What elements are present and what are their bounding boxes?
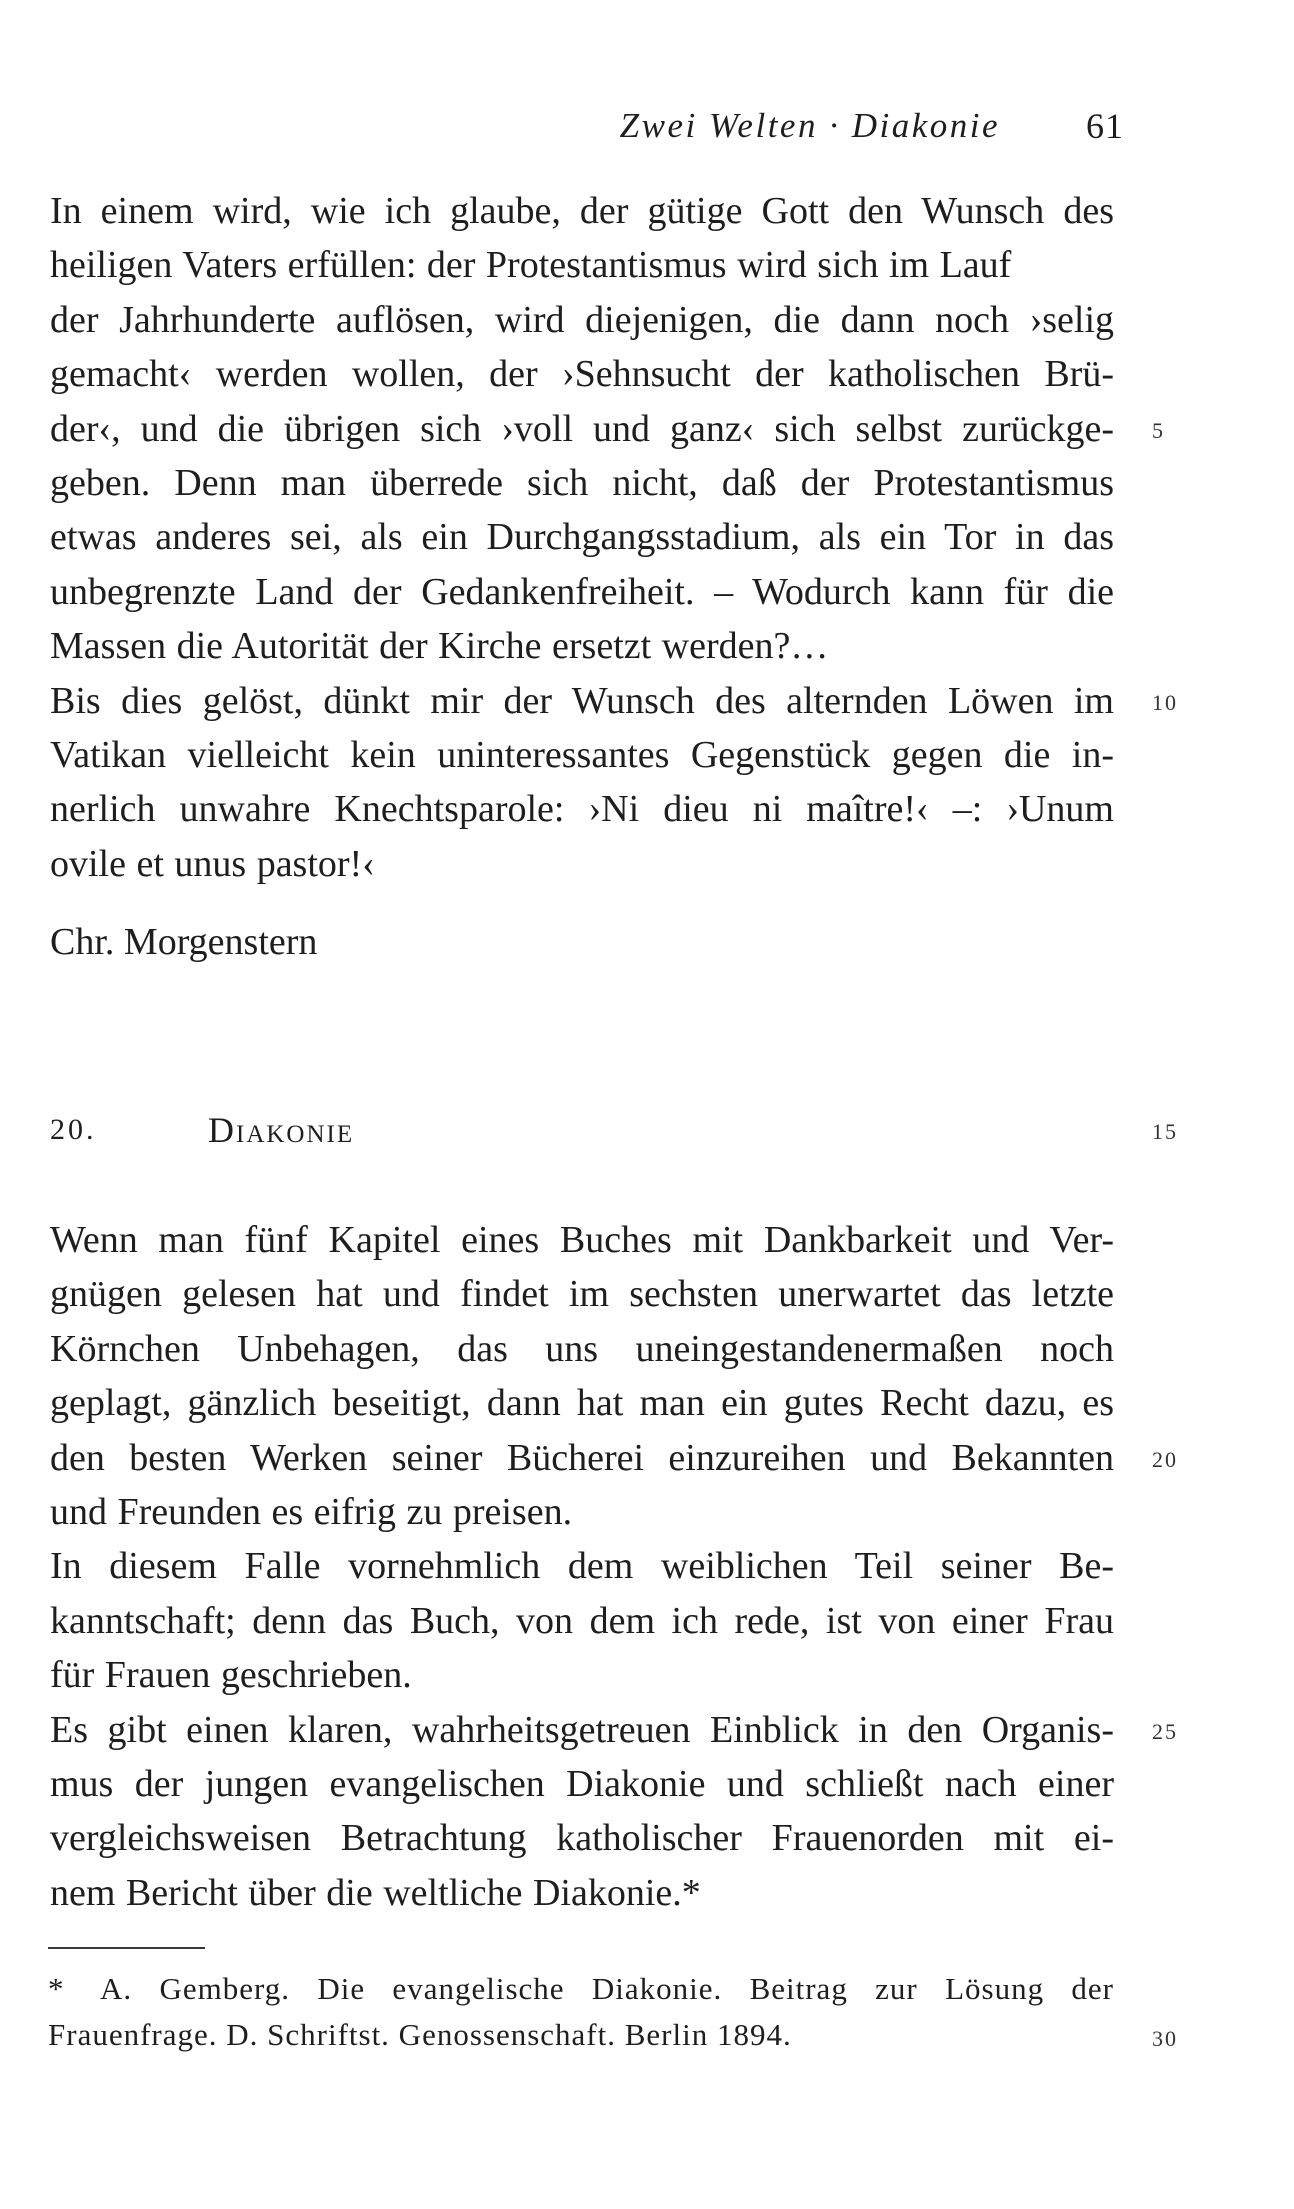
text-line <box>50 347 1114 401</box>
section-heading <box>0 1103 1294 1157</box>
text-line <box>50 1703 1178 1757</box>
footnote-text: Frauenfrage. D. Schriftst. Genossenschaft. Berlin 1894. <box>48 2017 792 2052</box>
line-text: In diesem Falle vornehmlich dem weiblichen Teil seiner Be- <box>50 1545 1114 1588</box>
footnote-rule <box>48 1947 205 1949</box>
line-text: geben. Denn man überrede sich nicht, daß der Protestantismus <box>50 461 1114 504</box>
line-text: der Jahrhunderte auflösen, wird diejenigen, die dann noch ›selig <box>50 298 1114 341</box>
line-number: 10 <box>1152 689 1178 715</box>
text-line <box>50 1539 1114 1593</box>
text-line <box>50 1267 1114 1321</box>
line-number: 20 <box>1152 1446 1178 1472</box>
running-head <box>0 104 1294 148</box>
text-line <box>50 293 1114 347</box>
text-line <box>50 184 1114 238</box>
running-title: Zwei Welten · Diakonie <box>619 106 1000 145</box>
line-text: mus der jungen evangelischen Diakonie und schließt nach einer <box>50 1762 1114 1805</box>
line-text: nerlich unwahre Knechtsparole: ›Ni dieu ni maître!‹ –: ›Unum <box>50 788 1114 831</box>
section-number: 20. <box>50 1113 97 1146</box>
line-number: 15 <box>1152 1119 1178 1144</box>
text-line <box>50 565 1114 619</box>
text-line <box>50 728 1114 782</box>
line-text: etwas anderes sei, als ein Durchgangsstadium, als ein Tor in das <box>50 516 1114 559</box>
signature: Chr. Morgenstern <box>50 921 318 963</box>
line-text: Körnchen Unbehagen, das uns uneingestandenermaßen noch <box>50 1327 1114 1370</box>
line-text: Massen die Autorität der Kirche ersetzt werden?… <box>50 625 829 668</box>
footnote-line <box>48 2012 1178 2058</box>
line-text: geplagt, gänzlich beseitigt, dann hat man ein gutes Recht dazu, es <box>50 1382 1114 1425</box>
text-line <box>50 1594 1114 1648</box>
line-number: 5 <box>1152 417 1165 443</box>
text-line <box>50 1431 1178 1485</box>
footnote-line <box>48 1966 1114 2012</box>
text-line <box>50 837 1114 891</box>
text-line <box>50 456 1114 510</box>
line-text: unbegrenzte Land der Gedankenfreiheit. – Wodurch kann für die <box>50 570 1114 613</box>
line-text: heiligen Vaters erfüllen: der Protestantismus wird sich im Lauf <box>50 244 1012 287</box>
text-line <box>50 674 1178 728</box>
footnote-text: A. Gemberg. Die evangelische Diakonie. Beitrag zur Lösung der <box>100 1971 1114 2006</box>
line-text: gemacht‹ werden wollen, der ›Sehnsucht der katholischen Brü- <box>50 353 1114 396</box>
line-number: 30 <box>1152 2026 1178 2051</box>
text-line <box>50 1376 1114 1430</box>
section-title: Diakonie <box>208 1110 355 1150</box>
line-text: der‹, und die übrigen sich ›voll und ganz‹ sich selbst zurückge- <box>50 407 1114 450</box>
text-line <box>50 1322 1114 1376</box>
line-text: nem Bericht über die weltliche Diakonie.* <box>50 1871 701 1914</box>
text-line <box>50 1757 1114 1811</box>
line-text: Vatikan vielleicht kein uninteressantes Gegenstück gegen die in- <box>50 733 1114 776</box>
text-line <box>50 1866 1114 1920</box>
letter-text-block <box>50 184 1178 891</box>
line-text: den besten Werken seiner Bücherei einzureihen und Bekannten <box>50 1436 1114 1479</box>
text-line <box>50 782 1114 836</box>
line-text: für Frauen geschrieben. <box>50 1654 412 1697</box>
text-line <box>50 619 1114 673</box>
line-text: Es gibt einen klaren, wahrheitsgetreuen Einblick in den Organis- <box>50 1708 1114 1751</box>
text-line <box>50 238 1114 292</box>
line-text: vergleichsweisen Betrachtung katholischer Frauenorden mit ei- <box>50 1817 1114 1860</box>
line-text: kanntschaft; denn das Buch, von dem ich rede, ist von einer Frau <box>50 1599 1114 1642</box>
review-text-block <box>50 1213 1178 1920</box>
line-text: Wenn man fünf Kapitel eines Buches mit Dankbarkeit und Ver- <box>50 1219 1114 1261</box>
text-line <box>50 1485 1114 1539</box>
text-line <box>50 1213 1114 1267</box>
footnote-marker: * <box>48 1971 65 2006</box>
text-line <box>50 1811 1114 1865</box>
line-text: In einem wird, wie ich glaube, der gütige Gott den Wunsch des <box>50 190 1114 232</box>
page-number: 61 <box>1086 106 1124 146</box>
line-number: 25 <box>1152 1718 1178 1744</box>
line-text: Bis dies gelöst, dünkt mir der Wunsch des alternden Löwen im <box>50 679 1114 722</box>
footnote <box>48 1966 1178 2058</box>
text-line <box>50 402 1165 456</box>
text-line <box>50 510 1114 564</box>
line-text: ovile et unus pastor!‹ <box>50 842 375 885</box>
line-text: und Freunden es eifrig zu preisen. <box>50 1490 573 1533</box>
line-text: gnügen gelesen hat und findet im sechsten unerwartet das letzte <box>50 1273 1114 1316</box>
text-line <box>50 1648 1114 1702</box>
